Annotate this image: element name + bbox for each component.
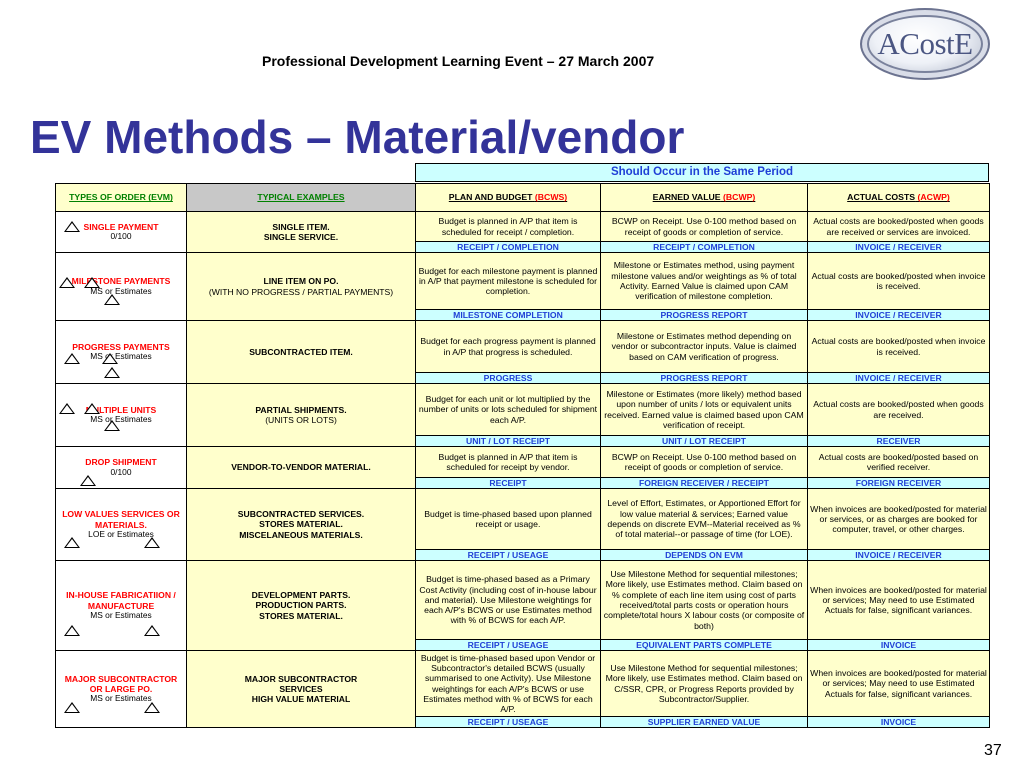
typical-example: SERVICES <box>279 683 323 694</box>
triangle-marker-icon <box>64 537 80 548</box>
triangle-marker-icon <box>104 367 120 378</box>
earned-label: EARNED VALUE <box>652 192 721 203</box>
col-plan-header <box>416 184 601 212</box>
typical-example: SINGLE SERVICE. <box>263 232 339 242</box>
actual-label: ACTUAL COSTS <box>847 192 916 203</box>
m-earned-event: PROGRESS REPORT <box>601 310 808 321</box>
actual-description: Actual costs are booked/posted based on verified receiver. <box>808 447 990 478</box>
ev-method-label: 0/100 <box>110 231 132 242</box>
actual-description: Actual costs are booked/posted when goods are received. <box>808 384 990 436</box>
m-actual-event: INVOICE <box>808 717 990 728</box>
plan-description: Budget is planned in A/P that item is scheduled for receipt by vendor. <box>416 447 601 478</box>
triangle-marker-icon <box>102 353 118 364</box>
header-row <box>56 184 990 212</box>
earned-description: Milestone or Estimates method, using payment milestone values and/or weightings as % of total Activity. Earned Value is claimed upon CAM verification of milestone completion. <box>601 253 808 310</box>
order-type-cell <box>56 651 187 728</box>
typical-example: MISCELANEOUS MATERIALS. <box>239 529 363 540</box>
order-type-label: MULTIPLE UNITS <box>85 404 157 415</box>
order-type-row <box>56 561 990 640</box>
plan-description: Budget for each unit or lot multiplied by the number of units or lots scheduled for shipment each A/P. <box>416 384 601 436</box>
order-type-row <box>56 489 990 550</box>
m-plan-event: RECEIPT / USEAGE <box>416 640 601 651</box>
plan-abbr: (BCWS) <box>534 192 568 203</box>
m-actual-event: INVOICE / RECEIVER <box>808 242 990 253</box>
typical-examples-cell <box>187 253 416 321</box>
plan-description: Budget is time-phased based as a Primary Cost Activity (including cost of in-house labour and material). Use Milestone weightings for each A/P's BCWS or use Estimates method with % of BCWS for each A/P. <box>416 561 601 640</box>
actual-description: When invoices are booked/posted for material or services; May need to use Estimated Actuals for false, significant variances. <box>808 561 990 640</box>
m-actual-event: RECEIVER <box>808 436 990 447</box>
m-actual-event: INVOICE / RECEIVER <box>808 550 990 561</box>
actual-description: Actual costs are booked/posted when goods are received or services are invoiced. <box>808 212 990 242</box>
order-type-label: MAJOR SUBCONTRACTOR OR LARGE PO. <box>64 673 178 695</box>
order-type-label: SINGLE PAYMENT <box>83 221 159 232</box>
plan-description: Budget is time-phased based upon Vendor or Subcontractor's detailed BCWS (usually summarised to one Activity). Use Milestone weightings for each A/P's BCWS or use Estimates method with % of BCWS for each A/P. <box>416 651 601 717</box>
m-plan-event: RECEIPT / USEAGE <box>416 717 601 728</box>
typical-example: (UNITS OR LOTS) <box>265 415 337 425</box>
col-actual-header <box>808 184 990 212</box>
typical-example: VENDOR-TO-VENDOR MATERIAL. <box>231 462 371 473</box>
typical-examples-cell <box>187 321 416 384</box>
typical-examples-cell <box>187 212 416 253</box>
typical-examples-cell <box>187 651 416 728</box>
order-type-row <box>56 651 990 717</box>
logo-text: ACostE <box>877 26 973 61</box>
typical-examples-cell <box>187 384 416 447</box>
col-examples-header: TYPICAL EXAMPLES <box>187 184 416 212</box>
plan-description: Budget is planned in A/P that item is scheduled for receipt / completion. <box>416 212 601 242</box>
actual-description: Actual costs are booked/posted when invoice is received. <box>808 253 990 310</box>
actual-abbr: (ACWP) <box>917 192 950 203</box>
triangle-marker-icon <box>84 277 100 288</box>
typical-example: SINGLE ITEM. <box>272 221 330 232</box>
m-actual-event: FOREIGN RECEIVER <box>808 478 990 489</box>
m-plan-event: MILESTONE COMPLETION <box>416 310 601 321</box>
typical-examples-cell <box>187 489 416 561</box>
typical-example: MAJOR SUBCONTRACTOR <box>244 673 358 684</box>
ev-method-label: MS or Estimates <box>90 414 152 425</box>
m-actual-event: INVOICE / RECEIVER <box>808 310 990 321</box>
order-type-row <box>56 384 990 436</box>
earned-description: Milestone or Estimates method depending on vendor or subcontractor inputs. Value is claimed based on CAM verification of progress. <box>601 321 808 373</box>
m-earned-event: UNIT / LOT RECEIPT <box>601 436 808 447</box>
col-earned-header <box>601 184 808 212</box>
actual-description: Actual costs are booked/posted when invoice is received. <box>808 321 990 373</box>
ev-method-label: MS or Estimates <box>90 609 152 620</box>
m-earned-event: RECEIPT / COMPLETION <box>601 242 808 253</box>
typical-examples-cell <box>187 561 416 651</box>
m-earned-event: EQUIVALENT PARTS COMPLETE <box>601 640 808 651</box>
order-type-cell <box>56 384 187 447</box>
typical-example: STORES MATERIAL. <box>259 519 343 530</box>
order-type-cell <box>56 253 187 321</box>
ev-methods-table <box>55 183 990 728</box>
m-actual-event: INVOICE <box>808 640 990 651</box>
m-plan-event: RECEIPT <box>416 478 601 489</box>
order-type-label: PROGRESS PAYMENTS <box>72 341 170 352</box>
triangle-marker-icon <box>104 294 120 305</box>
actual-description: When invoices are booked/posted for material or services; May need to use Estimated Actuals for false, significant variances. <box>808 651 990 717</box>
plan-description: Budget for each progress payment is planned in A/P that progress is scheduled. <box>416 321 601 373</box>
typical-example: LINE ITEM ON PO. <box>263 276 339 287</box>
triangle-marker-icon <box>144 537 160 548</box>
event-header: Professional Development Learning Event – 27 March 2007 <box>262 53 655 69</box>
m-plan-event: PROGRESS <box>416 373 601 384</box>
actual-description: When invoices are booked/posted for material or services, or as charges are booked for computer, travel, or other charges. <box>808 489 990 550</box>
triangle-marker-icon <box>104 420 120 431</box>
m-plan-event: RECEIPT / COMPLETION <box>416 242 601 253</box>
order-type-label: IN-HOUSE FABRICATIION / MANUFACTURE <box>66 590 176 611</box>
typical-example: PRODUCTION PARTS. <box>255 600 347 611</box>
typical-example: (WITH NO PROGRESS / PARTIAL PAYMENTS) <box>208 286 394 297</box>
plan-label: PLAN AND BUDGET <box>448 192 533 203</box>
triangle-marker-icon <box>64 221 80 232</box>
triangle-marker-icon <box>59 403 75 414</box>
triangle-marker-icon <box>64 353 80 364</box>
order-type-row <box>56 253 990 310</box>
order-type-cell <box>56 447 187 489</box>
order-type-label: LOW VALUES SERVICES OR MATERIALS. <box>62 509 180 530</box>
earned-description: BCWP on Receipt. Use 0-100 method based on receipt of goods or completion of service. <box>601 447 808 478</box>
ev-method-label: MS or Estimates <box>90 351 152 362</box>
earned-description: Milestone or Estimates (more likely) method based upon number of units / lots or equivalent units received. Earned value is claimed based upon CAM verification of receipt. <box>601 384 808 436</box>
m-actual-event: INVOICE / RECEIVER <box>808 373 990 384</box>
earned-description: Use Milestone Method for sequential milestones; More likely, use Estimates method. Claim based on % complete of each line item using cost of parts received/total parts costs or operation hours complete/total hours X labour costs (or composite of both) <box>601 561 808 640</box>
m-plan-event: UNIT / LOT RECEIPT <box>416 436 601 447</box>
ev-method-label: MS or Estimates <box>90 285 152 296</box>
same-period-banner: Should Occur in the Same Period <box>415 163 989 182</box>
order-type-row <box>56 447 990 478</box>
ev-method-label: MS or Estimates <box>90 693 152 704</box>
order-type-cell <box>56 561 187 651</box>
triangle-marker-icon <box>64 625 80 636</box>
order-type-cell <box>56 489 187 561</box>
earned-description: BCWP on Receipt. Use 0-100 method based on receipt of goods or completion of service. <box>601 212 808 242</box>
earned-abbr: (BCWP) <box>723 192 756 203</box>
typical-example: HIGH VALUE MATERIAL <box>251 694 351 705</box>
order-type-row <box>56 212 990 242</box>
order-type-row <box>56 321 990 373</box>
page-number: 37 <box>984 742 1002 759</box>
typical-example: PARTIAL SHIPMENTS. <box>255 404 347 415</box>
m-earned-event: PROGRESS REPORT <box>601 373 808 384</box>
m-plan-event: RECEIPT / USEAGE <box>416 550 601 561</box>
m-earned-event: FOREIGN RECEIVER / RECEIPT <box>601 478 808 489</box>
order-type-label: MILESTONE PAYMENTS <box>71 276 171 287</box>
typical-example: DEVELOPMENT PARTS. <box>251 590 351 601</box>
typical-example: SUBCONTRACTED SERVICES. <box>237 509 365 520</box>
ev-method-label: LOE or Estimates <box>88 528 154 539</box>
triangle-marker-icon <box>80 475 96 486</box>
m-earned-event: DEPENDS ON EVM <box>601 550 808 561</box>
order-type-cell <box>56 321 187 384</box>
triangle-marker-icon <box>64 702 80 713</box>
acoste-logo <box>860 8 990 80</box>
ev-method-label: 0/100 <box>110 466 132 477</box>
triangle-marker-icon <box>144 702 160 713</box>
col-types-header: TYPES OF ORDER (EVM) <box>56 184 187 212</box>
order-type-label: DROP SHIPMENT <box>85 457 157 468</box>
typical-example: STORES MATERIAL. <box>259 610 343 621</box>
triangle-marker-icon <box>84 403 100 414</box>
earned-description: Use Milestone Method for sequential milestones; More likely, use Estimates method. Claim based on C/SSR, CPR, or Progress Reports provided by Subcontractor/Supplier. <box>601 651 808 717</box>
typical-examples-cell <box>187 447 416 489</box>
typical-example: SUBCONTRACTED ITEM. <box>249 346 353 357</box>
plan-description: Budget for each milestone payment is planned in A/P that payment milestone is scheduled for completion. <box>416 253 601 310</box>
m-earned-event: SUPPLIER EARNED VALUE <box>601 717 808 728</box>
triangle-marker-icon <box>144 625 160 636</box>
earned-description: Level of Effort, Estimates, or Apportioned Effort for low value material & services; Earned value depends on discrete EVM--Material received as % of total material--or passage of time (for LOE). <box>601 489 808 550</box>
order-type-cell <box>56 212 187 253</box>
triangle-marker-icon <box>59 277 75 288</box>
plan-description: Budget is time-phased based upon planned receipt or usage. <box>416 489 601 550</box>
slide-title: EV Methods – Material/vendor <box>30 111 685 163</box>
